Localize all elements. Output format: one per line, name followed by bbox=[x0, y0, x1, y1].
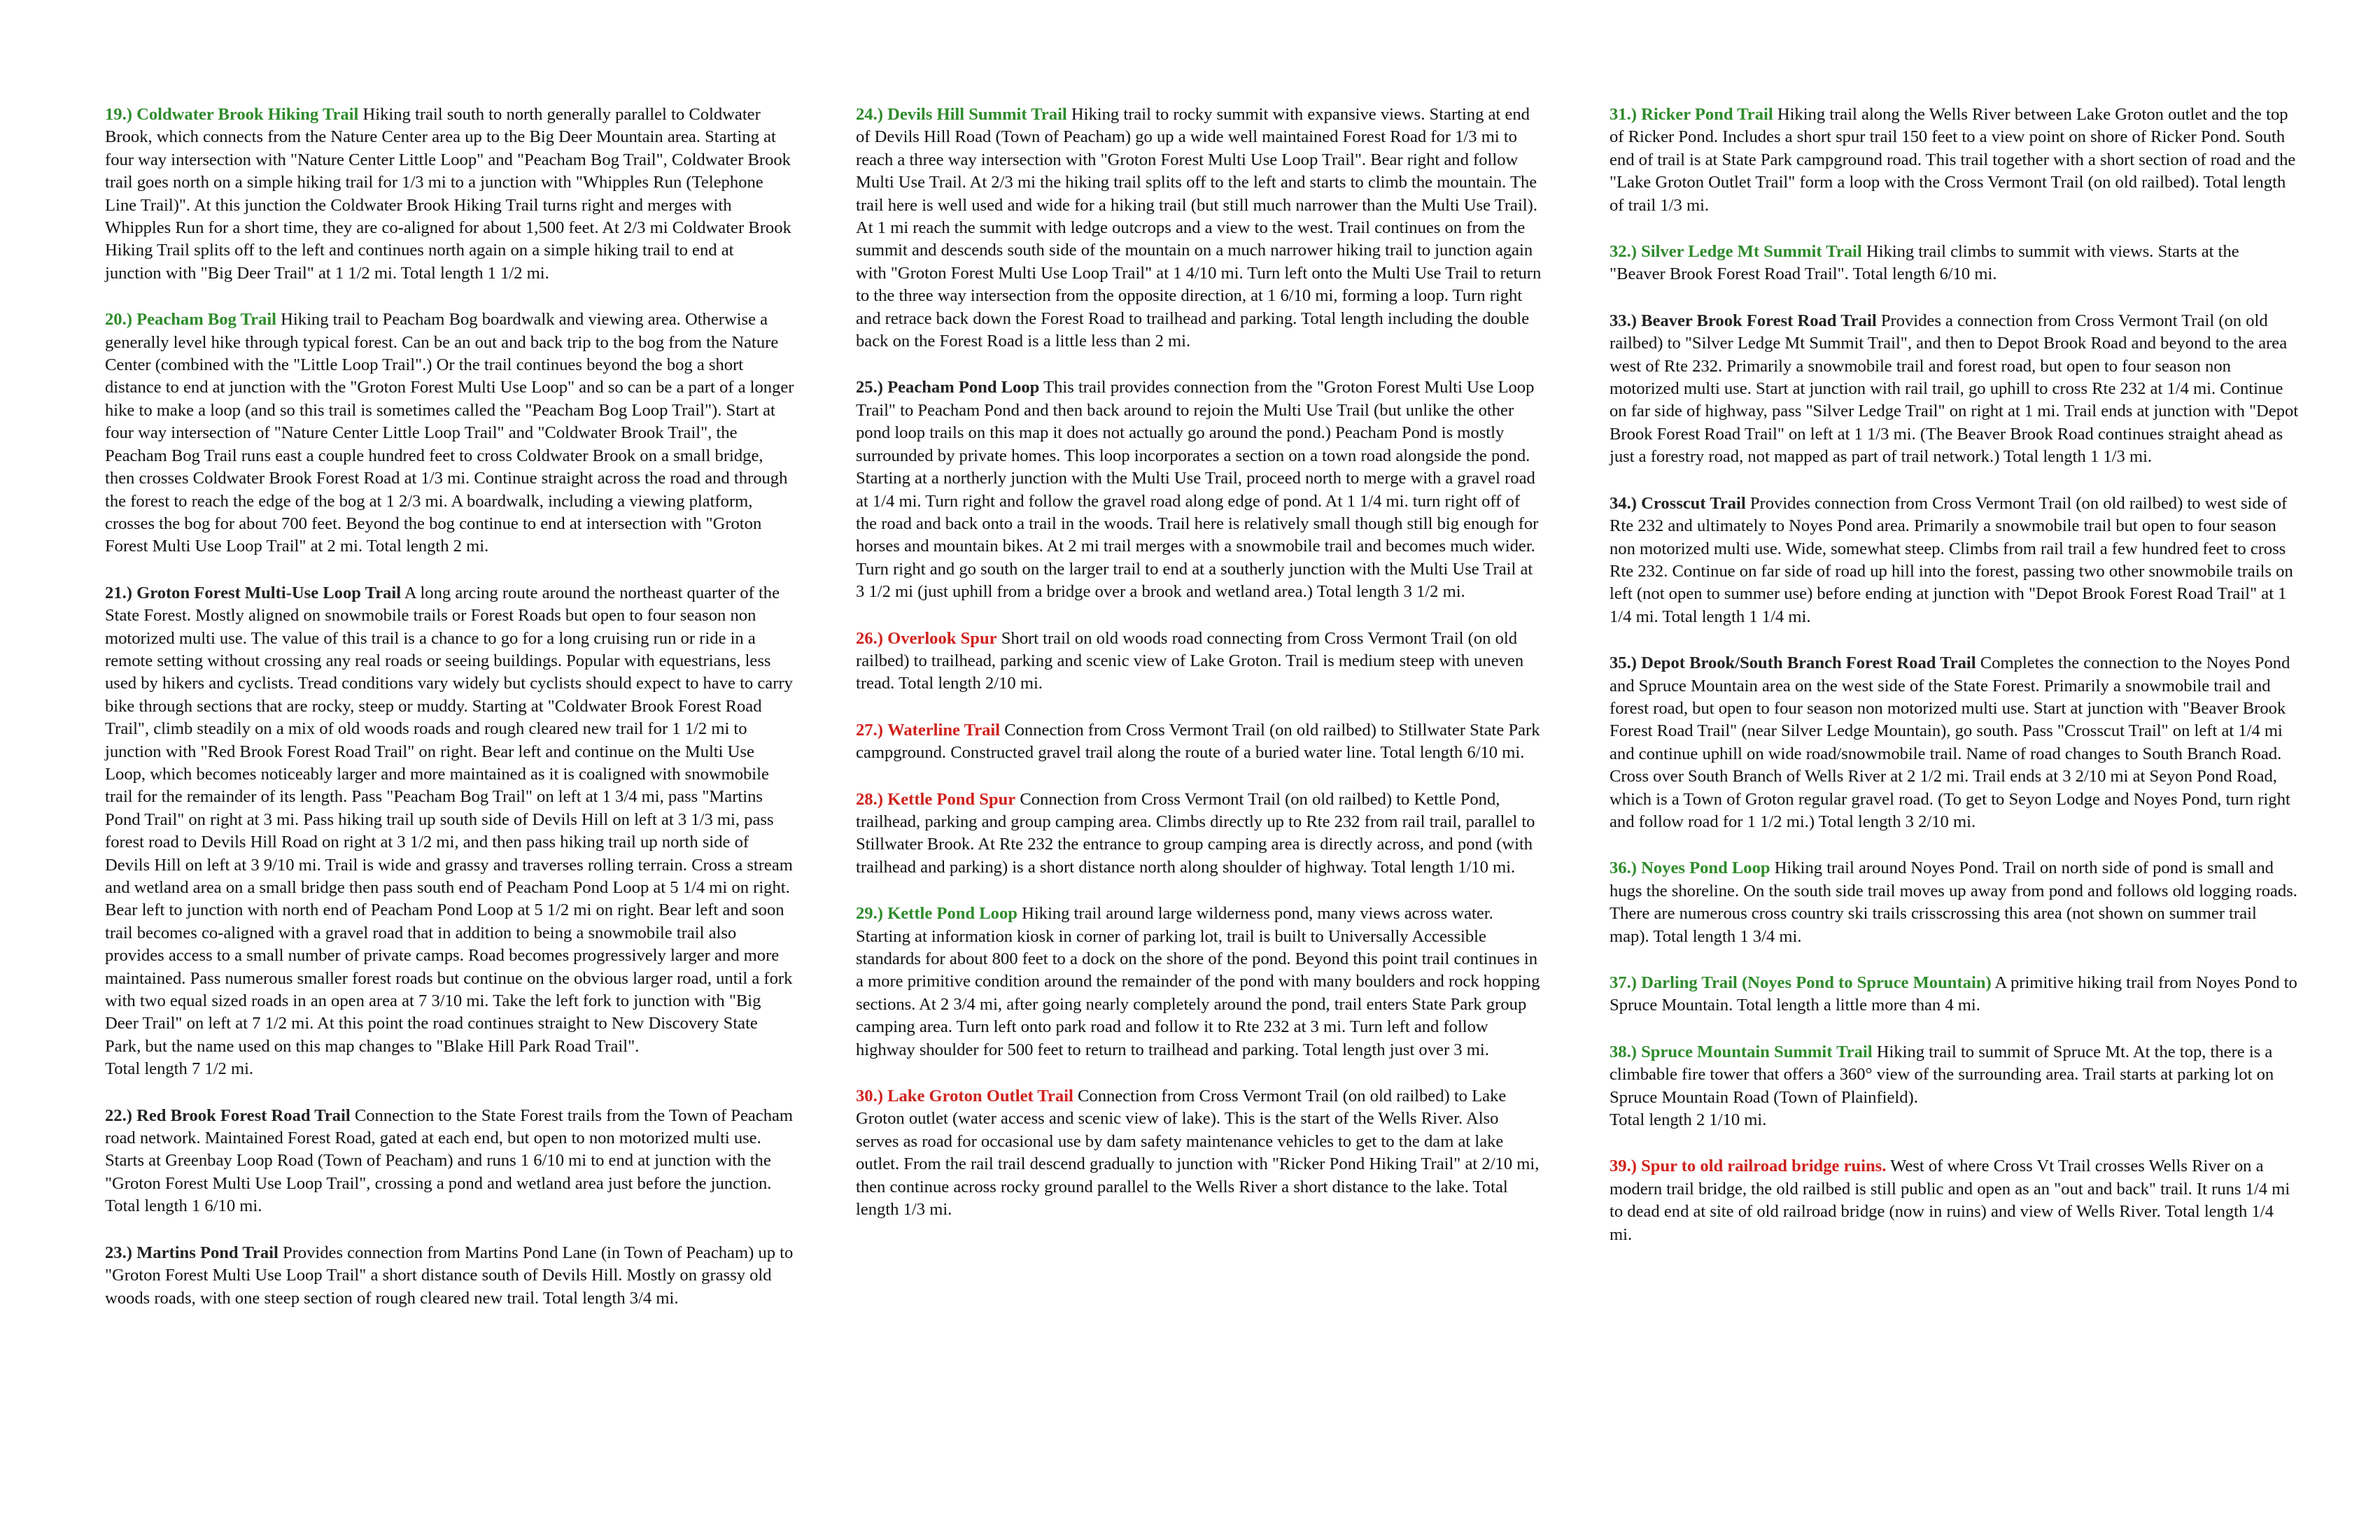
trail-entry-33 bbox=[1610, 310, 2299, 469]
trail-number: 38.) bbox=[1610, 1042, 1637, 1061]
trail-description: Hiking trail around Noyes Pond. Trail on north side of pond is small and hugs the shoreline. On the south side trail moves up away from pond and follows old logging roads. There are numerous cross country ski trails crisscrossing this area (not shown on summer trail map). Total length 1 3/4 mi. bbox=[1610, 859, 2297, 946]
trail-entry-39 bbox=[1610, 1155, 2299, 1246]
trail-number: 25.) bbox=[856, 378, 883, 397]
trail-title: Spruce Mountain Summit Trail bbox=[1641, 1042, 1873, 1061]
trail-entry-21 bbox=[105, 582, 794, 1081]
trail-entry-22 bbox=[105, 1105, 794, 1218]
trail-title: Spur to old railroad bridge ruins. bbox=[1641, 1157, 1887, 1176]
trail-entry-36 bbox=[1610, 857, 2299, 948]
trail-entry-28 bbox=[856, 789, 1545, 880]
trail-number: 36.) bbox=[1610, 859, 1637, 878]
trail-description: Hiking trail to summit of Spruce Mt. At the top, there is a climbable fire tower that offers a 360° view of the surrounding area. Trail starts at parking lot on Spruce Mountain Road (Town of Plainfield). bbox=[1610, 1042, 2274, 1107]
trail-entry-23 bbox=[105, 1242, 794, 1310]
trail-entry-30 bbox=[856, 1085, 1545, 1221]
trail-entry-37 bbox=[1610, 972, 2299, 1017]
trail-title: Ricker Pond Trail bbox=[1641, 105, 1773, 124]
trail-entry-27 bbox=[856, 719, 1545, 765]
trail-number: 34.) bbox=[1610, 493, 1637, 513]
trail-entry-31 bbox=[1610, 104, 2299, 217]
trail-description: Hiking trail along the Wells River between Lake Groton outlet and the top of Ricker Pond. Includes a short spur trail 150 feet to a view point on shore of Ricker Pond. South end of trail is at State Park campground road. This trail together with a short section of road and the "Lake Groton Outlet Trail" form a loop with the Cross Vermont Trail (on old railbed). Total length of trail 1/3 mi. bbox=[1610, 105, 2296, 215]
trail-number: 28.) bbox=[856, 789, 883, 809]
trail-entry-35 bbox=[1610, 652, 2299, 833]
trail-description: Provides connection from Cross Vermont Trail (on old railbed) to west side of Rte 232 and ultimately to Noyes Pond area. Primarily a snowmobile trail but open to four season non motorized multi use. Wide, somewhat steep. Climbs from rail trail a few hundred feet to cross Rte 232. Continue on far side of road up hill into the forest, passing two other snowmobile trails on left (not open to summer use) before ending at junction with "Depot Brook Forest Road Trail" at 1 1/4 mi. Total length 1 1/4 mi. bbox=[1610, 493, 2293, 626]
trail-description: Connection from Cross Vermont Trail (on old railbed) to Lake Groton outlet (water access and scenic view of lake). This is the start of the Wells River. Also serves as road for occasional use by dam safety maintenance vehicles to get to the dam at lake outlet. From the rail trail descend gradually to junction with "Ricker Pond Hiking Trail" at 2/10 mi, then continue across rocky ground parallel to the Wells River a short distance to the lake. Total length 1/3 mi. bbox=[856, 1087, 1540, 1220]
trail-number: 29.) bbox=[856, 904, 883, 924]
trail-title: Crosscut Trail bbox=[1641, 493, 1746, 513]
trail-number: 20.) bbox=[105, 310, 132, 330]
trail-number: 19.) bbox=[105, 105, 132, 124]
trail-entry-32 bbox=[1610, 241, 2299, 286]
trail-description: Hiking trail to Peacham Bog boardwalk and viewing area. Otherwise a generally level hike through typical forest. Can be an out and back trip to the bog from the Nature Center (combined with the "Little Loop Trail".) Or the trail continues beyond the bog a short distance to end at junction with the "Groton Forest Multi Use Loop" and so can be a part of a longer hike to make a loop (and so this trail is sometimes called the "Peacham Bog Loop Trail"). Start at four way intersection of "Nature Center Little Loop Trail" and "Coldwater Brook Trail", the Peacham Bog Trail runs east a couple hundred feet to cross Coldwater Brook on a small bridge, then crosses Coldwater Brook Forest Road at 1/3 mi. Continue straight across the road and through the forest to reach the edge of the bog at 1 2/3 mi. A boardwalk, including a viewing platform, crosses the bog for about 700 feet. Beyond the bog continue to end at intersection with "Groton Forest Multi Use Loop Trail" at 2 mi. Total length 2 mi. bbox=[105, 310, 794, 556]
trail-description: Completes the connection to the Noyes Pond and Spruce Mountain area on the west side of the State Forest. Primarily a snowmobile trail and forest road, but open to four season non motorized multi use. Start at junction with "Beaver Brook Forest Road Trail" (near Silver Ledge Mountain), go south. Pass "Crosscut Trail" on left at 1/4 mi and continue uphill on wide road/snowmobile trail. Name of road changes to South Branch Road. Cross over South Branch of Wells River at 2 1/2 mi. Trail ends at 3 2/10 mi at Seyon Pond Road, which is a Town of Groton regular gravel road. (To get to Seyon Lodge and Noyes Pond, turn right and follow road for 1 1/2 mi.) Total length 3 2/10 mi. bbox=[1610, 654, 2290, 831]
trail-number: 35.) bbox=[1610, 654, 1637, 673]
trail-title: Martins Pond Trail bbox=[136, 1243, 279, 1262]
trail-entry-29 bbox=[856, 903, 1545, 1061]
trail-number: 21.) bbox=[105, 583, 132, 602]
trail-number: 27.) bbox=[856, 720, 883, 740]
trail-description: Hiking trail south to north generally parallel to Coldwater Brook, which connects from the Nature Center area up to the Big Deer Mountain area. Starting at four way intersection with "Nature Center Little Loop" and "Peacham Bog Trail", Coldwater Brook trail goes north on a simple hiking trail for 1/3 mi to a junction with "Whipples Run (Telephone Line Trail)". At this junction the Coldwater Brook Hiking Trail turns right and merges with Whipples Run for a short time, they are co-aligned for about 1,500 feet. At 2/3 mi Coldwater Brook Hiking Trail splits off to the left and continues north again on a simple hiking trail to end at junction with "Big Deer Trail" at 1 1/2 mi. Total length 1 1/2 mi. bbox=[105, 105, 791, 283]
trail-entry-25 bbox=[856, 376, 1545, 603]
trail-title: Darling Trail (Noyes Pond to Spruce Mountain) bbox=[1641, 973, 1992, 992]
trail-number: 23.) bbox=[105, 1243, 132, 1262]
trail-description: This trail provides connection from the "Groton Forest Multi Use Loop Trail" to Peacham Pond and then back around to rejoin the Multi Use Trail (but unlike the other pond loop trails on this map it does not actually go around the pond.) Peacham Pond is mostly surrounded by private homes. This loop incorporates a section on a town road alongside the pond. Starting at a northerly junction with the Multi Use Trail, proceed north to merge with a gravel road at 1/4 mi. Turn right and follow the gravel road along edge of pond. At 1 1/4 mi. turn right off of the road and back onto a trail in the woods. Trail here is relatively small though still big enough for horses and mountain bikes. At 2 mi trail merges with a snowmobile trail and becomes much wider. Turn right and go south on the larger trail to end at a southerly junction with the Multi Use Trail at 3 1/2 mi (just uphill from a bridge over a brook and wetland area.) Total length 3 1/2 mi. bbox=[856, 378, 1539, 602]
trail-description: A primitive hiking trail from Noyes Pond to Spruce Mountain. Total length a little more than 4 mi. bbox=[1610, 973, 2297, 1015]
column-1 bbox=[105, 104, 794, 1334]
trail-total-length: Total length 2 1/10 mi. bbox=[1610, 1110, 1767, 1130]
trail-title: Devils Hill Summit Trail bbox=[887, 105, 1067, 124]
trail-title: Kettle Pond Spur bbox=[887, 789, 1016, 809]
trail-title: Noyes Pond Loop bbox=[1641, 859, 1770, 878]
trail-description: Hiking trail climbs to summit with views. Starts at the "Beaver Brook Forest Road Trail". Total length 6/10 mi. bbox=[1610, 242, 2239, 284]
trail-entry-26 bbox=[856, 628, 1545, 695]
trail-description: Connection from Cross Vermont Trail (on old railbed) to Kettle Pond, trailhead, parking and group camping area. Climbs directly up to Rte 232 from rail trail, parallel to Stillwater Brook. At Rte 232 the entrance to group camping area is directly across, and pond (with trailhead and parking) is a short distance north along shoulder of highway. Total length 1/10 mi. bbox=[856, 789, 1535, 877]
trail-total-length: Total length 7 1/2 mi. bbox=[105, 1059, 254, 1079]
trail-title: Kettle Pond Loop bbox=[887, 904, 1018, 924]
trail-description: Hiking trail around large wilderness pond, many views across water. Starting at information kiosk in corner of parking lot, trail is built to Universally Accessible standards for about 800 feet to a dock on the shore of the pond. Beyond this point trail continues in a more primitive condition around the remainder of the pond with many boulders and rock hopping sections. At 2 3/4 mi, after going nearly completely around the pond, trail enters State Park group camping area. Turn left onto park road and follow it to Rte 232 at 3 mi. Turn left and follow highway shoulder for 500 feet to return to trailhead and parking. Total length just over 3 mi. bbox=[856, 904, 1540, 1059]
trail-title: Peacham Pond Loop bbox=[887, 378, 1040, 397]
trail-number: 39.) bbox=[1610, 1157, 1637, 1176]
trail-number: 24.) bbox=[856, 105, 883, 124]
trail-description: Hiking trail to rocky summit with expansive views. Starting at end of Devils Hill Road (Town of Peacham) go up a wide well maintained Forest Road for 1/3 mi to reach a three way intersection with "Groton Forest Multi Use Loop Trail". Bear right and follow Multi Use Trail. At 2/3 mi the hiking trail splits off to the left and starts to climb the mountain. The trail here is well used and wide for a hiking trail (but still much narrower than the Multi Use Trail). At 1 mi reach the summit with ledge outcrops and a view to the west. Trail continues on from the summit and descends south side of the mountain on a much narrower hiking trail to junction again with "Groton Forest Multi Use Loop Trail" at 1 4/10 mi. Turn left onto the Multi Use Trail to return to the three way intersection from the opposite direction, at 1 6/10 mi, forming a loop. Turn right and retrace back down the Forest Road to trailhead and parking. Total length including the double back on the Forest Road is a little less than 2 mi. bbox=[856, 105, 1542, 351]
trail-title: Lake Groton Outlet Trail bbox=[887, 1087, 1073, 1106]
trail-number: 26.) bbox=[856, 628, 883, 648]
trail-description: Connection from Cross Vermont Trail (on old railbed) to Stillwater State Park campground. Constructed gravel trail along the route of a buried water line. Total length 6/10 mi. bbox=[856, 720, 1540, 763]
trail-title: Overlook Spur bbox=[887, 628, 997, 648]
trail-number: 32.) bbox=[1610, 242, 1637, 262]
trail-title: Coldwater Brook Hiking Trail bbox=[136, 105, 359, 124]
trail-title: Depot Brook/South Branch Forest Road Trail bbox=[1641, 654, 1976, 673]
trail-number: 22.) bbox=[105, 1105, 132, 1125]
trail-title: Red Brook Forest Road Trail bbox=[136, 1105, 351, 1125]
column-3 bbox=[1610, 104, 2299, 1270]
trail-description: Provides connection from Martins Pond Lane (in Town of Peacham) up to "Groton Forest Multi Use Loop Trail" a short distance south of Devils Hill. Mostly on grassy old woods roads, with one steep section of rough cleared new trail. Total length 3/4 mi. bbox=[105, 1243, 794, 1308]
trail-number: 37.) bbox=[1610, 973, 1637, 992]
trail-entry-19 bbox=[105, 104, 794, 285]
trail-title: Groton Forest Multi-Use Loop Trail bbox=[136, 583, 402, 602]
trail-entry-34 bbox=[1610, 493, 2299, 628]
trail-number: 33.) bbox=[1610, 311, 1637, 330]
trail-number: 31.) bbox=[1610, 105, 1637, 124]
trail-number: 30.) bbox=[856, 1087, 883, 1106]
trail-title: Peacham Bog Trail bbox=[136, 310, 277, 330]
trail-title: Silver Ledge Mt Summit Trail bbox=[1641, 242, 1862, 262]
trail-description: Short trail on old woods road connecting from Cross Vermont Trail (on old railbed) to trailhead, parking and scenic view of Lake Groton. Trail is medium steep with uneven tread. Total length 2/10 mi. bbox=[856, 628, 1524, 693]
trail-description: Provides a connection from Cross Vermont Trail (on old railbed) to "Silver Ledge Mt Summit Trail", and then to Depot Brook Road and beyond to the area west of Rte 232. Primarily a snowmobile trail and forest road, but open to four season non motorized multi use. Start at junction with rail trail, go uphill to cross Rte 232 at 1/4 mi. Continue on far side of highway, pass "Silver Ledge Trail" on right at 1 mi. Trail ends at junction with "Depot Brook Forest Road Trail" on left at 1 1/3 mi. (The Beaver Brook Road continues straight ahead as just a forestry road, not mapped as part of trail network.) Total length 1 1/3 mi. bbox=[1610, 311, 2299, 467]
column-2 bbox=[856, 104, 1545, 1245]
trail-description: West of where Cross Vt Trail crosses Wells River on a modern trail bridge, the old railbed is still public and open as an "out and back" trail. It runs 1/4 mi to dead end at site of old railroad bridge (now in ruins) and view of Wells River. Total length 1/4 mi. bbox=[1610, 1157, 2290, 1244]
trail-description: Connection to the State Forest trails from the Town of Peacham road network. Maintained Forest Road, gated at each end, but open to non motorized multi use. Starts at Greenbay Loop Road (Town of Peacham) and runs 1 6/10 mi to end at junction with the "Groton Forest Multi Use Loop Trail", crossing a pond and wetland area just before the junction. Total length 1 6/10 mi. bbox=[105, 1105, 794, 1216]
trail-title: Beaver Brook Forest Road Trail bbox=[1641, 311, 1877, 330]
trail-entry-38 bbox=[1610, 1041, 2299, 1132]
trail-title: Waterline Trail bbox=[887, 720, 1001, 740]
trail-entry-24 bbox=[856, 104, 1545, 353]
trail-entry-20 bbox=[105, 309, 794, 558]
trail-description: A long arcing route around the northeast quarter of the State Forest. Mostly aligned on snowmobile trails or Forest Roads but open to four season non motorized multi use. The value of this trail is a chance to go for a long cruising run or ride in a remote setting without crossing any real roads or seeing buildings. Popular with equestrians, less used by hikers and cyclists. Tread conditions vary widely but cyclists should expect to have to carry bike through sections that are rocky, steep or muddy. Starting at "Coldwater Brook Forest Road Trail", climb steadily on a mix of old woods roads and rough cleared new trail for 1 1/2 mi to junction with "Red Brook Forest Road Trail" on right. Bear left and continue on the Multi Use Loop, which becomes noticeably larger and more maintained as it is coaligned with snowmobile trail for the remainder of its length. Pass "Peacham Bog Trail" on left at 1 3/4 mi, pass "Martins Pond Trail" on right at 3 mi. Pass hiking trail up south side of Devils Hill on left at 3 1/3 mi, pass forest road to Devils Hill Road on right at 3 1/2 mi, and then pass hiking trail up north side of Devils Hill on left at 3 9/10 mi. Trail is wide and grassy and traverses rolling terrain. Cross a stream and wetland area on a small bridge then pass south end of Peacham Pond Loop at 5 1/4 mi on right. Bear left to junction with north end of Peacham Pond Loop at 5 1/2 mi on right. Bear left and soon trail becomes co-aligned with a gravel road that in addition to being a snowmobile trail also provides access to a small number of private camps. Road becomes progressively larger and more maintained. Pass numerous smaller forest roads but continue on the obvious larger road, until a fork with two equal sized roads in an open area at 7 3/10 mi. Take the left fork to junction with "Big Deer Trail" on left at 7 1/2 mi. At this point the road continues straight to New Discovery State Park, but the name used on this map changes to "Blake Hill Park Road Trail". bbox=[105, 583, 793, 1056]
